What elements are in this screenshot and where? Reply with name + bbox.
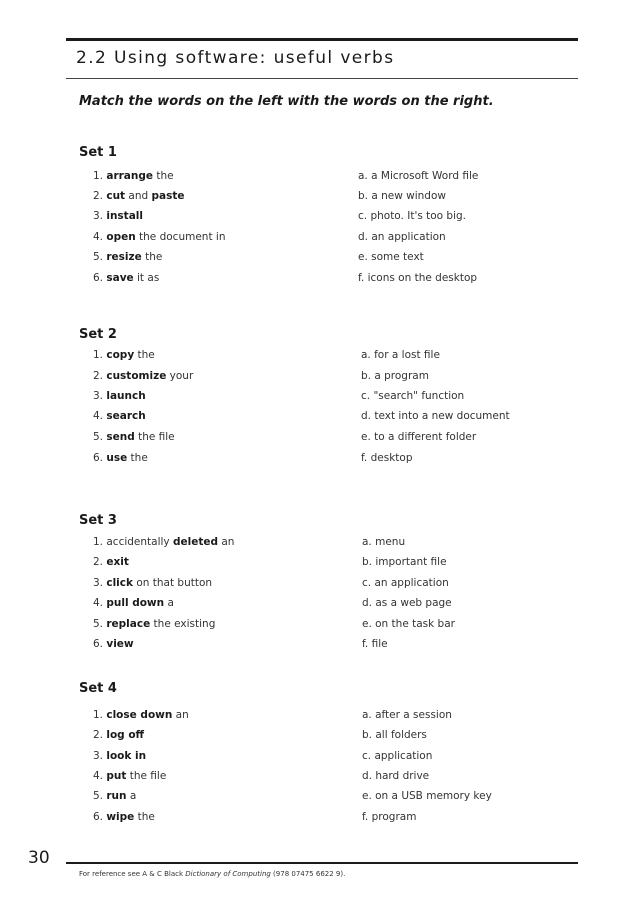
key-verb: wipe xyxy=(106,811,135,823)
key-verb: install xyxy=(106,210,143,222)
item-text: 5. xyxy=(93,618,107,630)
item-text: 4. xyxy=(93,597,107,609)
key-verb: log off xyxy=(106,729,145,741)
left-item xyxy=(93,430,175,444)
right-item: c. application xyxy=(362,750,433,762)
right-item: d. hard drive xyxy=(362,770,430,782)
key-verb: arrange xyxy=(106,170,153,182)
key-verb: replace xyxy=(106,618,151,630)
set-heading: Set 1 xyxy=(79,145,117,160)
key-verb: copy xyxy=(106,349,135,361)
item-text: 6. xyxy=(93,452,107,464)
item-text: 1. xyxy=(93,709,107,721)
item-text: on that button xyxy=(133,577,213,589)
right-item: c. "search" function xyxy=(361,390,465,402)
set-heading: Set 3 xyxy=(79,513,117,528)
right-item: f. program xyxy=(362,811,417,823)
item-text: the file xyxy=(134,431,175,443)
item-text: 2. xyxy=(93,729,107,741)
item-text: the xyxy=(134,811,155,823)
left-item xyxy=(93,250,162,264)
key-verb: close down xyxy=(106,709,173,721)
key-verb: cut xyxy=(106,190,126,202)
key-verb: put xyxy=(106,770,127,782)
right-item: e. on a USB memory key xyxy=(362,790,492,802)
item-text: the existing xyxy=(150,618,216,630)
right-item: b. a new window xyxy=(358,190,446,202)
item-text: 6. xyxy=(93,638,107,650)
item-text: 4. xyxy=(93,770,107,782)
key-verb: resize xyxy=(106,251,142,263)
right-item: c. an application xyxy=(362,577,449,589)
item-text: it as xyxy=(133,272,160,284)
key-verb: view xyxy=(106,638,134,650)
right-item: a. after a session xyxy=(362,709,452,721)
right-item: f. file xyxy=(362,638,388,650)
key-verb: look in xyxy=(106,750,147,762)
left-item xyxy=(93,535,234,549)
key-verb: pull down xyxy=(106,597,165,609)
right-item: b. important file xyxy=(362,556,447,568)
item-text: the xyxy=(127,452,148,464)
key-verb: run xyxy=(106,790,127,802)
key-verb: click xyxy=(106,577,133,589)
right-item: e. to a different folder xyxy=(361,431,477,443)
item-text: 2. xyxy=(93,556,107,568)
left-item xyxy=(93,409,146,423)
item-text: an xyxy=(218,536,235,548)
footer-book-title: Dictionary of Computing xyxy=(185,870,271,878)
right-item: f. desktop xyxy=(361,452,413,464)
left-item xyxy=(93,189,185,203)
right-item: b. all folders xyxy=(362,729,427,741)
key-verb: launch xyxy=(106,390,146,402)
left-item xyxy=(93,708,189,722)
key-verb: open xyxy=(106,231,136,243)
key-verb: use xyxy=(106,452,128,464)
left-item xyxy=(93,348,155,362)
left-item xyxy=(93,789,136,803)
item-text: 3. xyxy=(93,750,107,762)
right-item: c. photo. It's too big. xyxy=(358,210,467,222)
bottom-rule xyxy=(66,862,578,864)
key-verb: paste xyxy=(151,190,185,202)
item-text: 3. xyxy=(93,390,107,402)
item-text: 2. xyxy=(93,370,107,382)
left-item xyxy=(93,810,155,824)
set-heading: Set 2 xyxy=(79,327,117,342)
right-item: a. for a lost file xyxy=(361,349,440,361)
item-text: 5. xyxy=(93,790,107,802)
key-verb: send xyxy=(106,431,135,443)
item-text: the document in xyxy=(135,231,226,243)
item-text: 3. xyxy=(93,210,107,222)
left-item xyxy=(93,728,144,742)
key-verb: exit xyxy=(106,556,129,568)
key-verb: customize xyxy=(106,370,167,382)
item-text: 2. xyxy=(93,190,107,202)
page-title: 2.2 Using software: useful verbs xyxy=(76,48,395,68)
left-item xyxy=(93,637,134,651)
left-item xyxy=(93,749,146,763)
key-verb: save xyxy=(106,272,134,284)
item-text: an xyxy=(172,709,189,721)
title-rule xyxy=(66,78,578,79)
right-item: a. menu xyxy=(362,536,406,548)
item-text: and xyxy=(125,190,152,202)
right-item: b. a program xyxy=(361,370,429,382)
right-item: f. icons on the desktop xyxy=(358,272,478,284)
item-text: 4. xyxy=(93,410,107,422)
item-text: the file xyxy=(126,770,167,782)
left-item xyxy=(93,617,215,631)
item-text: the xyxy=(134,349,155,361)
right-item: e. some text xyxy=(358,251,424,263)
set-heading: Set 4 xyxy=(79,681,117,696)
left-item xyxy=(93,596,174,610)
top-rule xyxy=(66,38,578,41)
left-item xyxy=(93,451,148,465)
item-text: the xyxy=(141,251,163,263)
footer-reference xyxy=(79,870,345,878)
item-text: 1. xyxy=(93,170,107,182)
item-text: 4. xyxy=(93,231,107,243)
right-item: d. an application xyxy=(358,231,446,243)
item-text: 3. xyxy=(93,577,107,589)
left-item xyxy=(93,169,174,183)
left-item xyxy=(93,389,146,403)
item-text: your xyxy=(166,370,194,382)
right-item: a. a Microsoft Word file xyxy=(358,170,479,182)
item-text: a xyxy=(126,790,137,802)
item-text: 6. xyxy=(93,272,107,284)
instruction: Match the words on the left with the words on the right. xyxy=(79,94,494,109)
item-text: 5. xyxy=(93,251,107,263)
left-item xyxy=(93,769,166,783)
item-text: the xyxy=(153,170,174,182)
key-verb: deleted xyxy=(172,536,218,548)
item-text: 5. xyxy=(93,431,107,443)
left-item xyxy=(93,209,143,223)
footer-pre: For reference see A & C Black xyxy=(79,870,186,878)
right-item: e. on the task bar xyxy=(362,618,455,630)
page-number: 30 xyxy=(28,848,50,868)
item-text: 6. xyxy=(93,811,107,823)
left-item xyxy=(93,576,212,590)
footer-post: (978 07475 6622 9). xyxy=(270,870,346,878)
left-item xyxy=(93,555,129,569)
item-text: 1. accidentally xyxy=(93,536,173,548)
item-text: a xyxy=(164,597,174,609)
left-item xyxy=(93,230,225,244)
left-item xyxy=(93,271,159,285)
right-item: d. text into a new document xyxy=(361,410,510,422)
left-item xyxy=(93,369,193,383)
key-verb: search xyxy=(106,410,146,422)
right-item: d. as a web page xyxy=(362,597,452,609)
item-text: 1. xyxy=(93,349,107,361)
